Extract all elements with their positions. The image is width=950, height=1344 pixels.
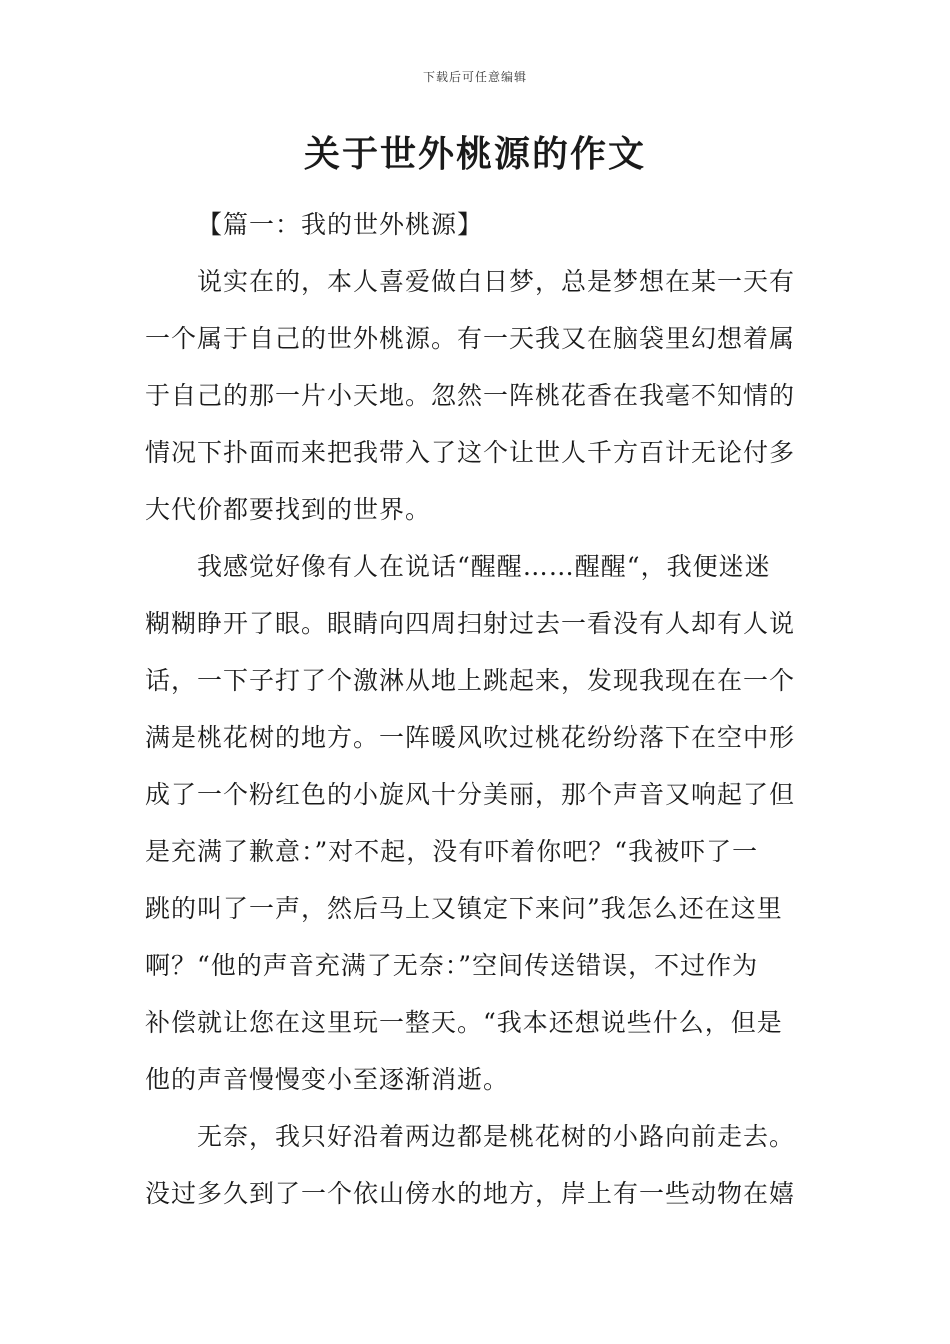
header-note: 下载后可任意编辑 (422, 70, 527, 84)
paragraph-line: 话，一下子打了个激淋从地上跳起来，发现我现在在一个 (145, 666, 796, 695)
document-title: 关于世外桃源的作文 (303, 134, 646, 175)
paragraph-line: 我感觉好像有人在说话“醒醒……醒醒“，我便迷迷 (197, 552, 771, 581)
paragraph-line: 他的声音慢慢变小至逐渐消逝。 (145, 1065, 510, 1094)
paragraph-line: 一个属于自己的世外桃源。有一天我又在脑袋里幻想着属 (145, 324, 796, 353)
paragraph-line: 糊糊睁开了眼。眼睛向四周扫射过去一看没有人却有人说 (145, 609, 796, 638)
paragraph-line: 无奈，我只好沿着两边都是桃花树的小路向前走去。 (197, 1122, 796, 1151)
paragraph-line: 是充满了歉意：”对不起，没有吓着你吧？“我被吓了一 (145, 837, 759, 866)
paragraph-line: 啊？“他的声音充满了无奈：”空间传送错误，不过作为 (145, 951, 759, 980)
paragraph-line: 情况下扑面而来把我带入了这个让世人千方百计无论付多 (145, 438, 796, 467)
paragraph-line: 跳的叫了一声，然后马上又镇定下来问”我怎么还在这里 (145, 894, 783, 923)
document-body (145, 196, 807, 1222)
paragraph-line: 大代价都要找到的世界。 (145, 495, 432, 524)
paragraph-line: 成了一个粉红色的小旋风十分美丽，那个声音又响起了但 (145, 780, 796, 809)
section-heading: 【篇一：我的世外桃源】 (197, 210, 484, 239)
paragraph-line: 满是桃花树的地方。一阵暖风吹过桃花纷纷落下在空中形 (145, 723, 796, 752)
paragraph-line: 补偿就让您在这里玩一整天。“我本还想说些什么，但是 (145, 1008, 783, 1037)
paragraph-line: 于自己的那一片小天地。忽然一阵桃花香在我毫不知情的 (145, 381, 796, 410)
paragraph-line: 说实在的，本人喜爱做白日梦，总是梦想在某一天有 (197, 267, 796, 296)
paragraph-line: 没过多久到了一个依山傍水的地方，岸上有一些动物在嬉 (145, 1179, 796, 1208)
